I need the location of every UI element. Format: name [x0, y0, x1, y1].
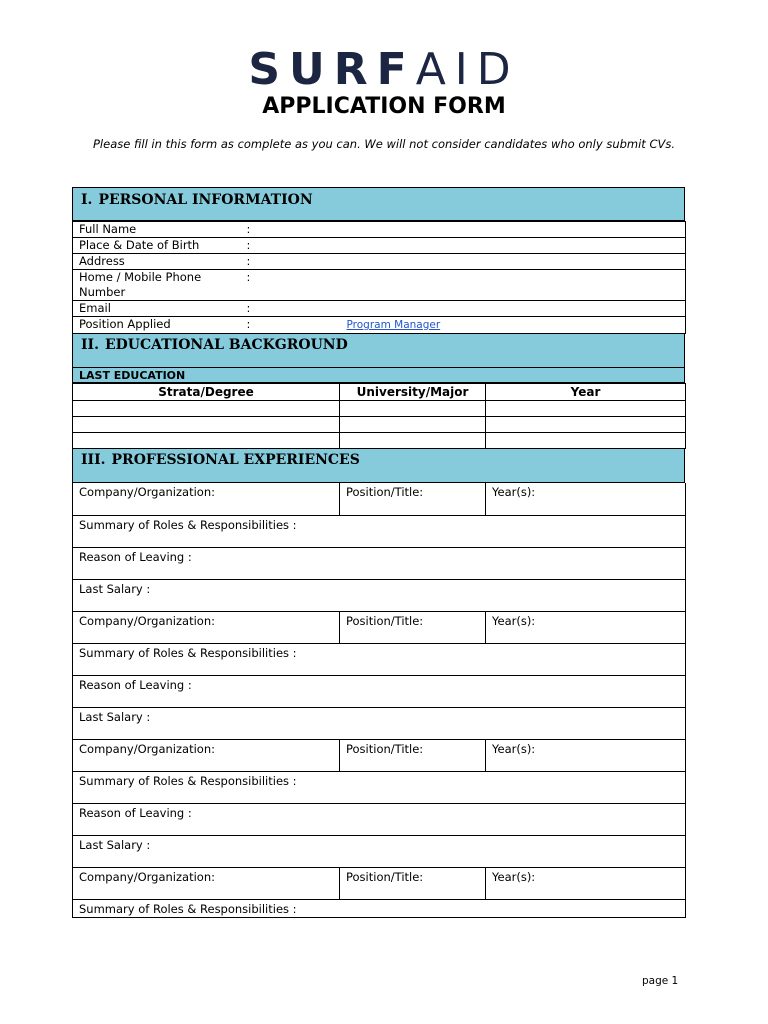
university-cell[interactable]: [340, 401, 486, 417]
table-row: [73, 835, 686, 867]
section-education-header: [72, 334, 685, 368]
table-row: [73, 675, 686, 707]
section-title: EDUCATIONAL BACKGROUND: [104, 337, 348, 353]
years-field[interactable]: Year(s):: [486, 483, 686, 515]
table-row: [73, 579, 686, 611]
table-row: [73, 707, 686, 739]
company-field[interactable]: Company/Organization:: [73, 867, 340, 899]
section-title: PERSONAL INFORMATION: [98, 192, 313, 208]
university-cell[interactable]: [340, 433, 486, 449]
table-header-row: [73, 384, 686, 401]
application-form: [72, 187, 685, 918]
field-colon: :: [241, 270, 341, 301]
position-field[interactable]: Position/Title:: [340, 739, 486, 771]
section-title: PROFESSIONAL EXPERIENCES: [111, 452, 360, 468]
section-number: II.: [81, 337, 99, 353]
field-label: Place & Date of Birth: [73, 238, 241, 254]
logo-light-part: AID: [415, 44, 520, 95]
logo-bold-part: SURF: [248, 44, 416, 95]
table-row: [73, 254, 686, 270]
table-row: [73, 433, 686, 449]
reason-field[interactable]: Reason of Leaving :: [73, 675, 686, 707]
reason-field[interactable]: Reason of Leaving :: [73, 803, 686, 835]
degree-cell[interactable]: [73, 417, 340, 433]
full-name-field[interactable]: [341, 222, 686, 238]
table-row: [73, 317, 686, 334]
years-field[interactable]: Year(s):: [486, 739, 686, 771]
year-cell[interactable]: [486, 433, 686, 449]
education-table: [72, 383, 686, 449]
field-colon: :: [241, 301, 341, 317]
table-row: [73, 867, 686, 899]
degree-cell[interactable]: [73, 401, 340, 417]
salary-field[interactable]: Last Salary :: [73, 835, 686, 867]
field-colon: :: [241, 317, 341, 334]
phone-field[interactable]: [341, 270, 686, 301]
company-field[interactable]: Company/Organization:: [73, 739, 340, 771]
field-label: Address: [73, 254, 241, 270]
column-header: University/Major: [340, 384, 486, 401]
field-colon: :: [241, 254, 341, 270]
table-row: [73, 515, 686, 547]
surfaid-logo: [0, 46, 768, 94]
position-field[interactable]: Position/Title:: [340, 611, 486, 643]
column-header: Year: [486, 384, 686, 401]
company-field[interactable]: Company/Organization:: [73, 483, 340, 515]
address-field[interactable]: [341, 254, 686, 270]
table-row: [73, 771, 686, 803]
year-cell[interactable]: [486, 401, 686, 417]
table-row: [73, 270, 686, 301]
experience-table: [72, 483, 686, 918]
position-applied-link[interactable]: Program Manager: [346, 319, 441, 331]
table-row: [73, 611, 686, 643]
personal-info-table: [72, 221, 686, 334]
field-label: Email: [73, 301, 241, 317]
position-field[interactable]: Position/Title:: [340, 483, 486, 515]
field-label: Home / Mobile Phone Number: [73, 270, 241, 301]
form-instructions: Please fill in this form as complete as you can. We will not consider candidates who only submit CVs.: [92, 137, 676, 151]
table-row: [73, 547, 686, 579]
field-colon: :: [241, 222, 341, 238]
last-education-label: LAST EDUCATION: [72, 368, 685, 383]
years-field[interactable]: Year(s):: [486, 867, 686, 899]
table-row: [73, 643, 686, 675]
section-number: III.: [81, 452, 106, 468]
salary-field[interactable]: Last Salary :: [73, 707, 686, 739]
column-header: Strata/Degree: [73, 384, 340, 401]
table-row: [73, 483, 686, 515]
table-row: [73, 417, 686, 433]
summary-field[interactable]: Summary of Roles & Responsibilities :: [73, 515, 686, 547]
degree-cell[interactable]: [73, 433, 340, 449]
summary-field[interactable]: Summary of Roles & Responsibilities :: [73, 643, 686, 675]
year-cell[interactable]: [486, 417, 686, 433]
field-colon: :: [241, 238, 341, 254]
summary-field[interactable]: Summary of Roles & Responsibilities :: [73, 771, 686, 803]
section-experience-header: [72, 449, 685, 483]
email-field[interactable]: [341, 301, 686, 317]
table-row: [73, 739, 686, 771]
table-row: [73, 899, 686, 917]
company-field[interactable]: Company/Organization:: [73, 611, 340, 643]
university-cell[interactable]: [340, 417, 486, 433]
position-field[interactable]: Position/Title:: [340, 867, 486, 899]
form-title: APPLICATION FORM: [262, 94, 506, 119]
reason-field[interactable]: Reason of Leaving :: [73, 547, 686, 579]
birth-field[interactable]: [341, 238, 686, 254]
table-row: [73, 238, 686, 254]
salary-field[interactable]: Last Salary :: [73, 579, 686, 611]
page-number: page 1: [642, 975, 679, 987]
field-label: Full Name: [73, 222, 241, 238]
years-field[interactable]: Year(s):: [486, 611, 686, 643]
table-row: [73, 301, 686, 317]
summary-field[interactable]: Summary of Roles & Responsibilities :: [73, 899, 686, 917]
section-number: I.: [81, 192, 93, 208]
table-row: [73, 803, 686, 835]
section-personal-header: [72, 187, 685, 221]
field-label: Position Applied: [73, 317, 241, 334]
position-applied-field[interactable]: [341, 317, 686, 334]
table-row: [73, 222, 686, 238]
table-row: [73, 401, 686, 417]
